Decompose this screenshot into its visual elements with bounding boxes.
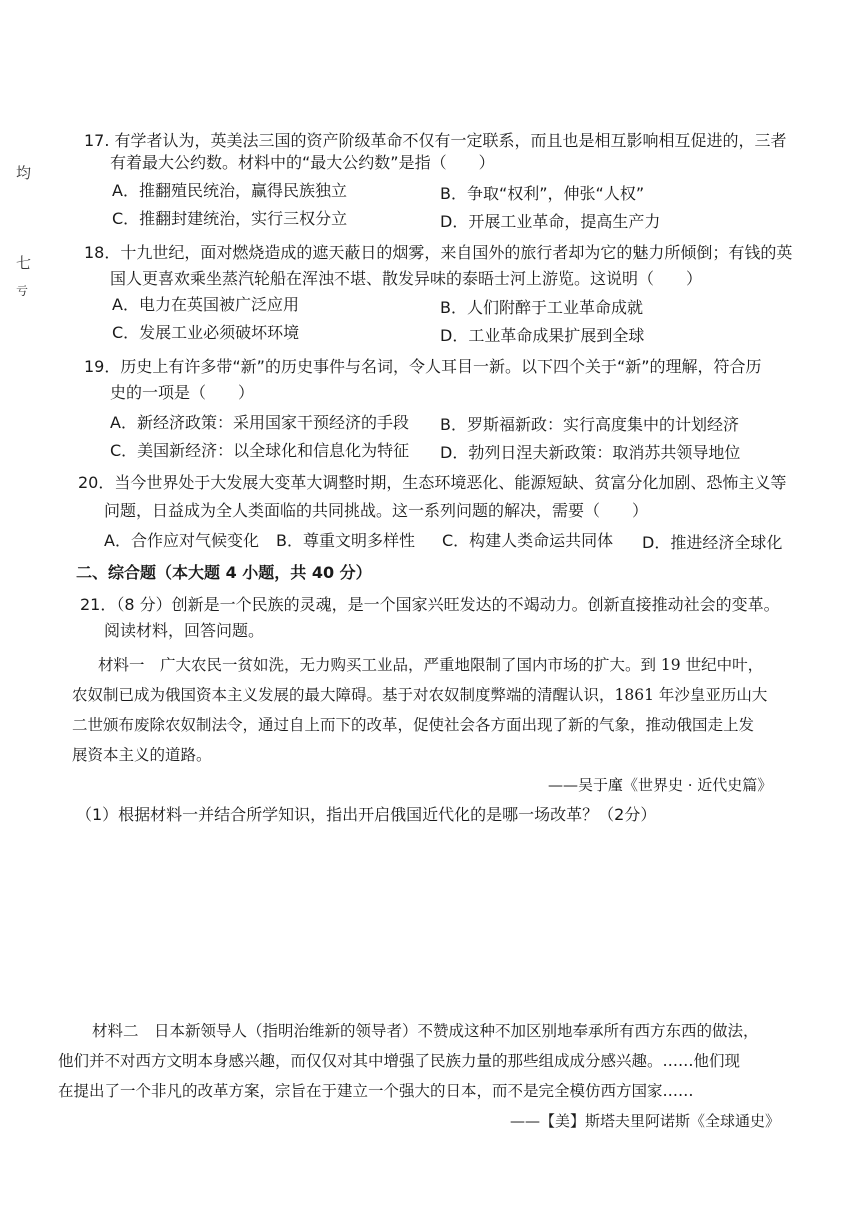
q18-option-c[interactable]: C．发展工业必须破坏环境 [112,323,300,342]
q18-option-a[interactable]: A．电力在英国被广泛应用 [112,295,299,314]
q20-option-a[interactable]: A．合作应对气候变化 [104,531,259,550]
material2-line3: 在提出了一个非凡的改革方案，宗旨在于建立一个强大的日本，而不是完全模仿西方国家…… [58,1082,694,1100]
q17-option-a[interactable]: A．推翻殖民统治，赢得民族独立 [112,181,347,200]
margin-mark-3: 亏 [16,284,29,298]
q19-option-a[interactable]: A．新经济政策：采用国家干预经济的手段 [110,413,409,432]
q20-stem-line1: 20．当今世界处于大发展大变革大调整时期，生态环境恶化、能源短缺、贫富分化加剧、恐怖主义等 [78,473,787,492]
margin-mark-1: 均 [16,164,32,182]
material2-line1: 材料二 日本新领导人（指明治维新的领导者）不赞成这种不加区别地奉承所有西方东西的做法， [92,1022,759,1040]
q19-option-c[interactable]: C．美国新经济：以全球化和信息化为特征 [110,441,410,460]
section-2-title: 二、综合题（本大题 4 小题，共 40 分） [76,563,372,582]
q21-intro-line1: 21．（8 分）创新是一个民族的灵魂，是一个国家兴旺发达的不竭动力。创新直接推动社会的变革。 [80,595,780,614]
q20-stem-line2: 问题，日益成为全人类面临的共同挑战。这一系列问题的解决，需要（ ） [104,501,649,520]
material1-line2: 农奴制已成为俄国资本主义发展的最大障碍。基于对农奴制度弊端的清醒认识，1861 年沙皇亚历山大 [72,686,768,704]
q20-option-c[interactable]: C．构建人类命运共同体 [442,531,614,550]
q17-option-d[interactable]: D．开展工业革命，提高生产力 [440,212,661,231]
q19-option-d[interactable]: D．勃列日涅夫新政策：取消苏共领导地位 [440,443,741,462]
material1-line1: 材料一 广大农民一贫如洗，无力购买工业品，严重地限制了国内市场的扩大。到 19 世纪中叶， [98,656,764,674]
q18-option-b[interactable]: B．人们附醉于工业革命成就 [440,298,643,317]
q18-stem-line2: 国人更喜欢乘坐蒸汽轮船在浑浊不堪、散发异味的泰晤士河上游览。这说明（ ） [110,269,703,288]
material1-source: ——吴于廑《世界史 · 近代史篇》 [548,776,773,794]
material2-source: ——【美】斯塔夫里阿诺斯《全球通史》 [510,1112,781,1130]
q21-sub-question-1: （1）根据材料一并结合所学知识，指出开启俄国近代化的是哪一场改革？（2分） [76,805,657,824]
q18-stem-line1: 18．十九世纪，面对燃烧造成的遮天蔽日的烟雾，来自国外的旅行者却为它的魅力所倾倒；有钱的英 [84,243,793,262]
q20-option-b[interactable]: B．尊重文明多样性 [276,531,415,550]
q18-option-d[interactable]: D．工业革命成果扩展到全球 [440,326,645,345]
material2-line2: 他们并不对西方文明本身感兴趣，而仅仅对其中增强了民族力量的那些组成成分感兴趣。……他们现 [58,1052,741,1070]
q21-intro-line2: 阅读材料，回答问题。 [104,621,265,640]
q17-stem-line2: 有着最大公约数。材料中的“最大公约数”是指（ ） [110,153,495,172]
q19-stem-line1: 19．历史上有许多带“新”的历史事件与名词，令人耳目一新。以下四个关于“新”的理解，符合历 [84,357,762,376]
q17-stem-line1: 17. 有学者认为，英美法三国的资产阶级革命不仅有一定联系，而且也是相互影响相互促进的，三者 [84,131,787,150]
q19-option-b[interactable]: B．罗斯福新政：实行高度集中的计划经济 [440,415,739,434]
margin-mark-2: 七 [16,254,32,272]
q19-stem-line2: 史的一项是（ ） [110,383,255,402]
q17-option-c[interactable]: C．推翻封建统治，实行三权分立 [112,209,348,228]
material1-line4: 展资本主义的道路。 [72,746,212,764]
q20-option-d[interactable]: D．推进经济全球化 [642,533,783,552]
material1-line3: 二世颁布废除农奴制法令，通过自上而下的改革，促使社会各方面出现了新的气象，推动俄国走上发 [72,716,755,734]
q17-option-b[interactable]: B．争取“权利”，伸张“人权” [440,184,645,203]
